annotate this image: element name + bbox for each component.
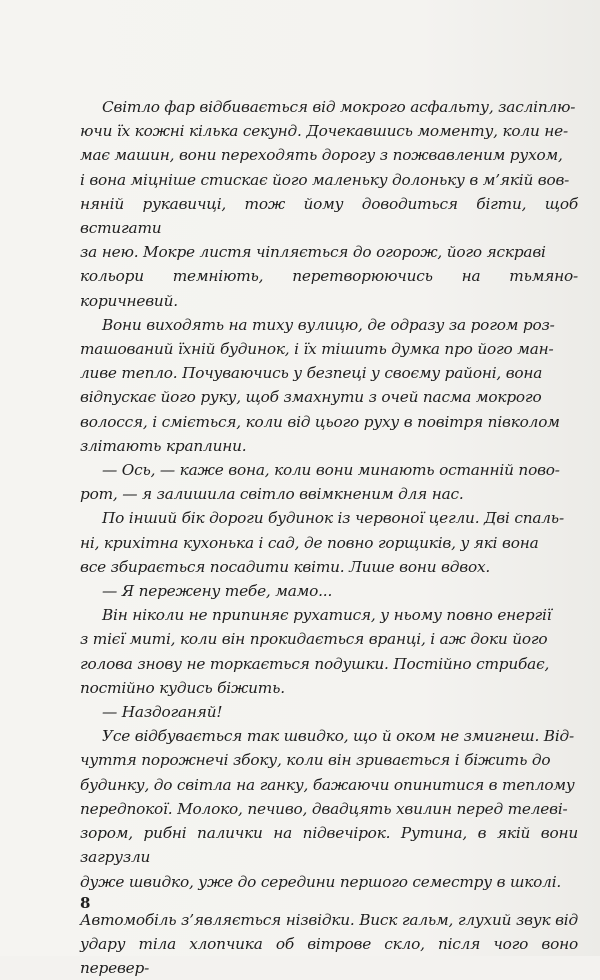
- text-line: — Я пережену тебе, мамо...: [102, 582, 333, 601]
- text-line: будинку, до світла на ганку, бажаючи опинитися в теплому: [80, 775, 575, 794]
- text-line: Автомобіль з’являється нізвідки. Виск гальм, глухий звук від: [80, 910, 578, 929]
- text-line: волосся, і сміється, коли від цього руху в повітря півколом: [80, 412, 560, 431]
- page-number: 8: [80, 894, 91, 912]
- body-text: [80, 95, 578, 980]
- text-line: кольори темніють, перетворюючись на тьмяно-коричневий.: [80, 267, 578, 310]
- text-line: і вона міцніше стискає його маленьку долоньку в м’якій вов-: [80, 170, 570, 189]
- text-line: відпускає його руку, щоб змахнути з очей пасма мокрого: [80, 388, 542, 407]
- text-line: — Наздоганяй!: [102, 703, 223, 722]
- text-line: передпокої. Молоко, печиво, двадцять хвилин перед телеві-: [80, 799, 568, 818]
- text-line: має машин, вони переходять дорогу з пожвавленим рухом,: [80, 146, 563, 165]
- text-line: Усе відбувається так швидко, що й оком не змигнеш. Від-: [102, 727, 574, 746]
- text-line: ючи їх кожні кілька секунд. Дочекавшись моменту, коли не-: [80, 122, 568, 141]
- text-line: ливе тепло. Почуваючись у безпеці у своєму районі, вона: [80, 364, 543, 383]
- text-line: ні, крихітна кухонька і сад, де повно горщиків, у які вона: [80, 533, 539, 552]
- text-line: рот, — я залишила світло ввімкненим для нас.: [80, 485, 464, 504]
- text-line: зором, рибні палички на підвечірок. Рутина, в якій вони загрузли: [80, 824, 578, 867]
- text-line: удару тіла хлопчика об вітрове скло, після чого воно перевер-: [80, 934, 578, 978]
- text-line: злітають краплини.: [80, 436, 247, 455]
- text-line: постійно кудись біжить.: [80, 678, 285, 697]
- text-line: Вони виходять на тиху вулицю, де одразу за рогом роз-: [102, 315, 555, 334]
- text-line: няній рукавичці, тож йому доводиться бігти, щоб встигати: [80, 194, 578, 238]
- text-line: з тієї миті, коли він прокидається вранці, і аж доки його: [80, 630, 548, 649]
- text-line: — Ось, — каже вона, коли вони минають останній пово-: [102, 461, 560, 480]
- text-line: за нею. Мокре листя чіпляється до огорож, його яскраві: [80, 243, 546, 262]
- text-line: дуже швидко, уже до середини першого семестру в школі.: [80, 872, 562, 891]
- text-line: Він ніколи не припиняє рухатися, у ньому повно енергії: [102, 606, 552, 625]
- text-line: Світло фар відбивається від мокрого асфальту, засліплю-: [102, 98, 576, 116]
- text-line: голова знову не торкається подушки. Постійно стрибає,: [80, 654, 550, 673]
- text-line: По інший бік дороги будинок із червоної цегли. Дві спаль-: [102, 509, 564, 528]
- text-line: чуття порожнечі збоку, коли він зривається і біжить до: [80, 751, 551, 770]
- text-line: все збирається посадити квіти. Лише вони вдвох.: [80, 557, 491, 576]
- text-line: ташований їхній будинок, і їх тішить думка про його ман-: [80, 340, 554, 359]
